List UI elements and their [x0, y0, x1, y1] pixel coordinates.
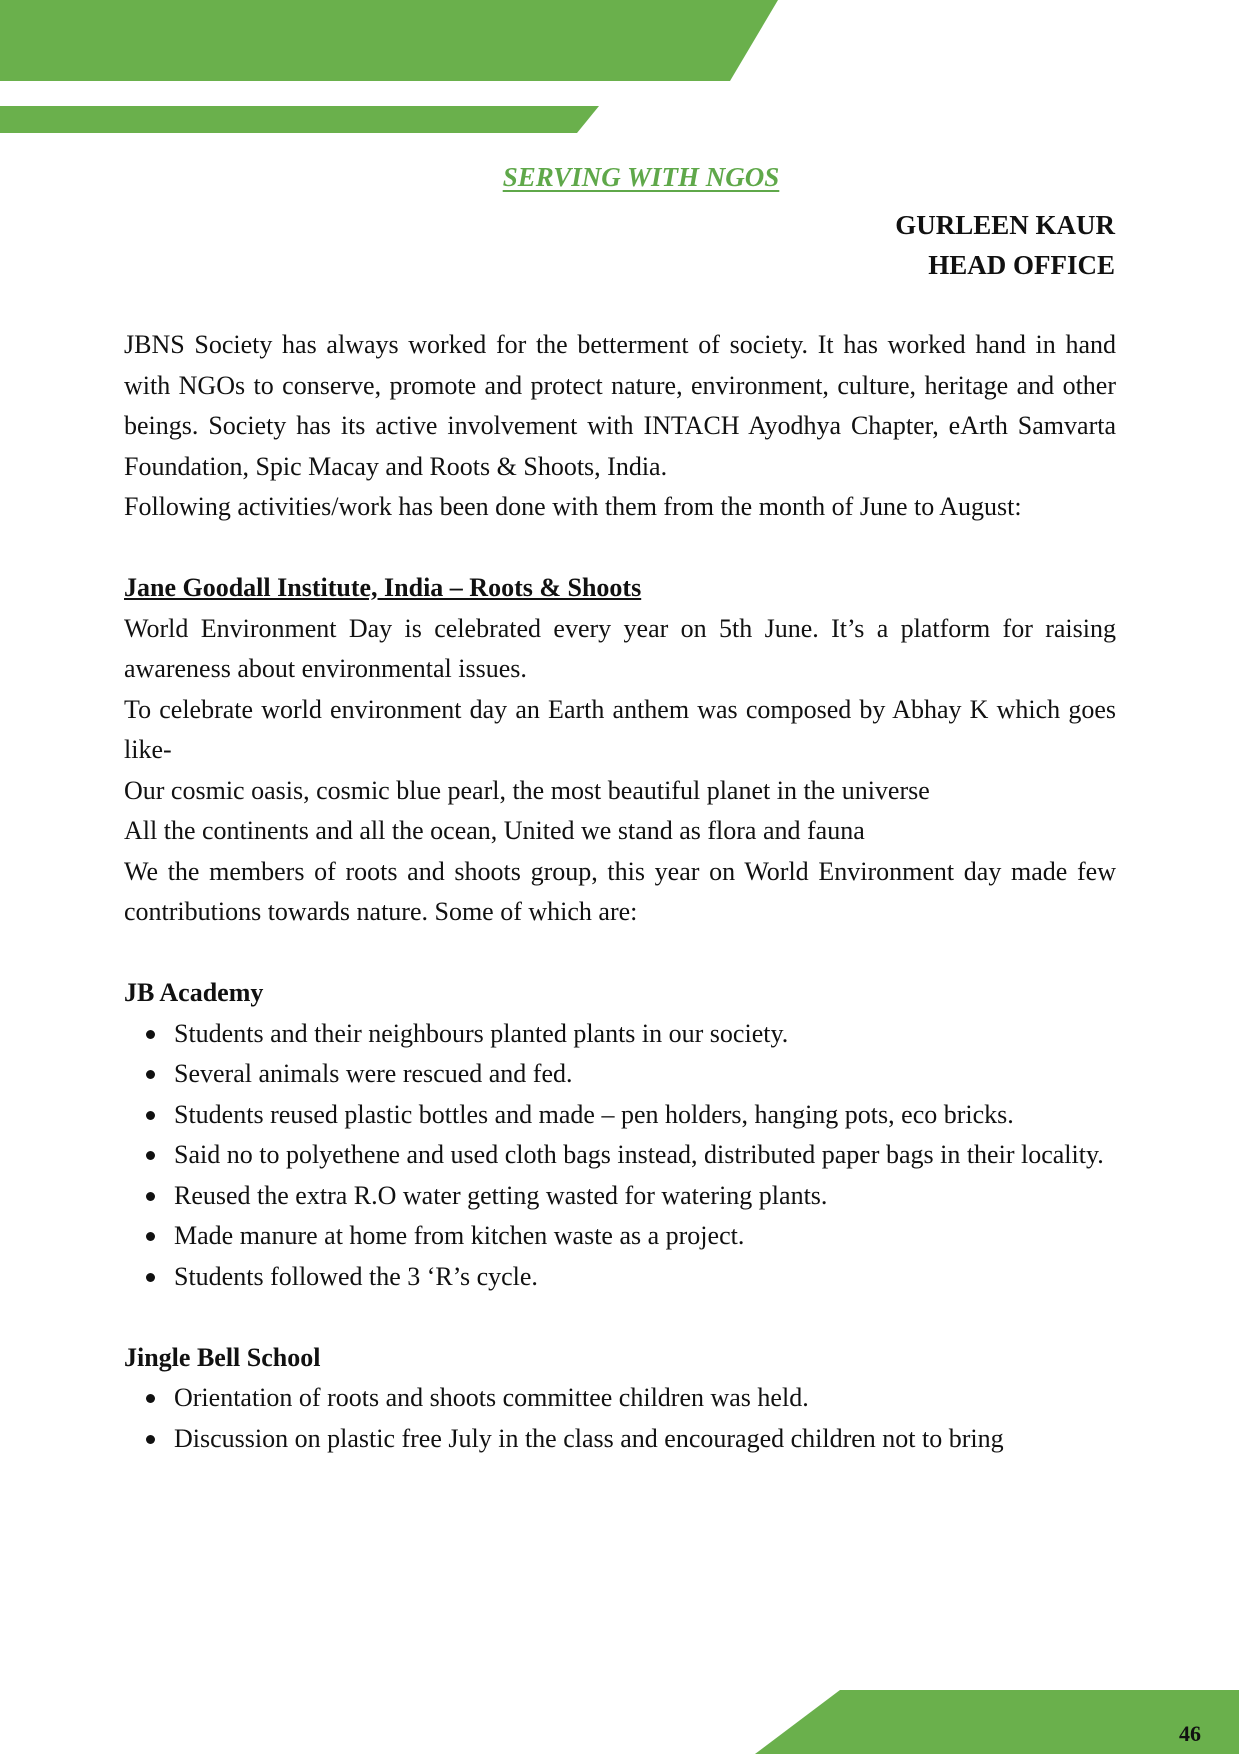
jgi-paragraph-1: World Environment Day is celebrated every year on 5th June. It’s a platform for raising awareness about environmental issues.	[124, 613, 1116, 683]
jingle-bell-list	[124, 1378, 1116, 1459]
jgi-paragraph-3: We the members of roots and shoots group, this year on World Environment day made few contributions towards nature. Some of which are:	[124, 856, 1116, 926]
list-item	[124, 1419, 1116, 1460]
list-item-text: Said no to polyethene and used cloth bags instead, distributed paper bags in their locality.	[174, 1140, 1104, 1169]
bullet-icon	[146, 1030, 155, 1039]
bullet-icon	[146, 1070, 155, 1079]
page-number: 46	[1179, 1721, 1201, 1746]
list-item	[124, 1014, 1116, 1055]
anthem-line-1: Our cosmic oasis, cosmic blue pearl, the most beautiful planet in the universe	[124, 775, 930, 805]
bullet-icon	[146, 1273, 155, 1282]
section-heading-jingle-bell: Jingle Bell School	[124, 1342, 321, 1372]
anthem-line-2: All the continents and all the ocean, United we stand as flora and fauna	[124, 816, 865, 845]
list-item-text: Made manure at home from kitchen waste as a project.	[174, 1221, 745, 1250]
author-block	[895, 205, 1115, 285]
section-heading-jgi: Jane Goodall Institute, India – Roots & Shoots	[124, 573, 642, 602]
bullet-icon	[146, 1435, 155, 1444]
header-banner-top	[0, 0, 780, 82]
list-item	[124, 1176, 1116, 1217]
list-item	[124, 1378, 1116, 1419]
spacer	[124, 933, 1116, 974]
list-item	[124, 1257, 1116, 1298]
intro-paragraph: JBNS Society has always worked for the betterment of society. It has worked hand in hand with NGOs to conserve, promote and protect nature, environment, culture, heritage and other beings. Society has its active involvement with INTACH Ayodhya Chapter, eArth Samvarta Foundation, Spic Macay and Roots & Shoots, India.	[124, 330, 1116, 481]
jgi-paragraph-2: To celebrate world environment day an Earth anthem was composed by Abhay K which goes like-	[124, 694, 1116, 764]
list-item	[124, 1054, 1116, 1095]
page-title: SERVING WITH NGOS	[502, 162, 780, 192]
author-name: GURLEEN KAUR	[895, 210, 1115, 240]
header-banner-stripe	[0, 106, 600, 134]
list-item-text: Students reused plastic bottles and made – pen holders, hanging pots, eco bricks.	[174, 1099, 1014, 1129]
spacer	[124, 1297, 1116, 1338]
list-item-text: Students followed the 3 ‘R’s cycle.	[174, 1261, 538, 1291]
list-item-text: Students and their neighbours planted plants in our society.	[174, 1018, 789, 1048]
footer-banner	[755, 1690, 1239, 1754]
list-item-text: Several animals were rescued and fed.	[174, 1059, 573, 1088]
jb-academy-list	[124, 1014, 1116, 1298]
list-item	[124, 1216, 1116, 1257]
list-item-text: Orientation of roots and shoots committee children was held.	[174, 1383, 809, 1412]
bullet-icon	[146, 1151, 155, 1160]
bullet-icon	[146, 1192, 155, 1201]
author-office: HEAD OFFICE	[928, 250, 1115, 280]
list-item-text: Reused the extra R.O water getting wasted for watering plants.	[174, 1180, 828, 1210]
list-item	[124, 1095, 1116, 1136]
bullet-icon	[146, 1232, 155, 1241]
section-heading-jb-academy: JB Academy	[124, 978, 264, 1007]
list-item-text: Discussion on plastic free July in the class and encouraged children not to bring	[174, 1423, 1004, 1453]
bullet-icon	[146, 1394, 155, 1403]
bullet-icon	[146, 1111, 155, 1120]
intro-activities-paragraph: Following activities/work has been done with them from the month of June to August:	[124, 492, 1022, 521]
article-body	[124, 325, 1116, 1459]
spacer	[124, 528, 1116, 569]
list-item	[124, 1135, 1116, 1176]
